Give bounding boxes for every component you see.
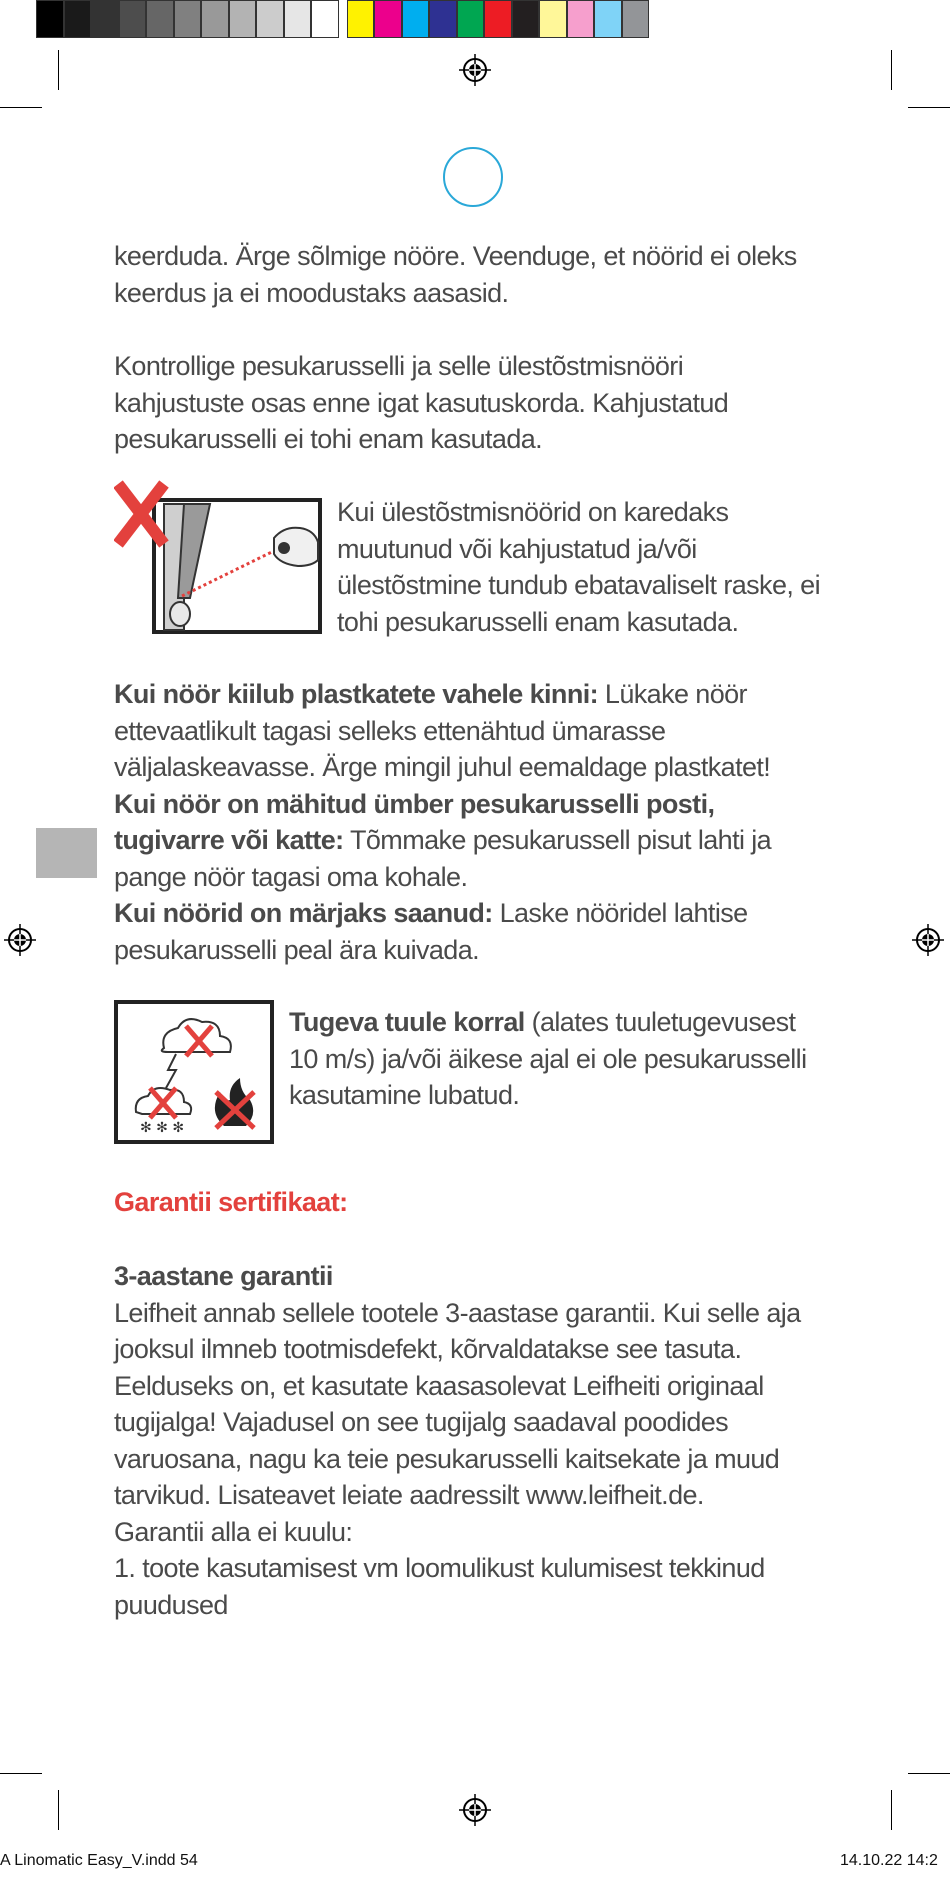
gray-swatch: [229, 0, 257, 38]
paragraph-knots: [114, 238, 854, 311]
warranty-heading-text: Garantii sertifikaat:: [114, 1187, 348, 1217]
footer-file-name: A Linomatic Easy_V.indd 54: [0, 1852, 198, 1869]
troubleshooting-section: [114, 676, 774, 968]
crop-mark-bottom-left-h: [0, 1773, 42, 1774]
gray-swatch: [64, 0, 92, 38]
paragraph-knots-text: keerduda. Ärge sõlmige nööre. Veenduge, et nöörid ei oleks keerdus ja ei moodustaks aasasid.: [114, 241, 797, 308]
weather-warning-text: [289, 1004, 819, 1114]
warranty-exclusions-title: Garantii alla ei kuulu:: [114, 1516, 353, 1547]
crop-mark-bottom-left: [58, 1790, 59, 1830]
gray-swatch: [91, 0, 119, 38]
color-swatch: [567, 0, 595, 38]
gray-swatch: [311, 0, 339, 38]
color-swatch: [484, 0, 512, 38]
warranty-section: [114, 1258, 844, 1623]
registration-mark-right-icon: [912, 924, 944, 956]
gray-swatch: [201, 0, 229, 38]
troubleshooting-item-wet: [114, 895, 774, 968]
gray-swatch: [119, 0, 147, 38]
weather-warning-title: Tugeva tuule korral: [289, 1007, 525, 1037]
crop-mark-bottom-right: [891, 1790, 892, 1830]
gray-swatch: [284, 0, 312, 38]
paragraph-inspection: [114, 348, 814, 458]
crop-mark-top-left: [58, 50, 59, 90]
troubleshooting-item-wrapped-title: Kui nöör on mähitud ümber pesukarusselli posti, tugivarre või katte:: [114, 788, 715, 855]
gray-swatch: [256, 0, 284, 38]
color-swatch: [402, 0, 430, 38]
weather-warning-body: (alates tuuletugevusest 10 m/s) ja/või äikese ajal ei ole pesukarusselli kasutamine lubatud.: [289, 1007, 807, 1110]
troubleshooting-item-wrapped-text: Tõmmake pesukarussell pisut lahti ja pange nöör tagasi oma kohale.: [114, 825, 772, 892]
page-circle-marker: [443, 147, 503, 207]
troubleshooting-item-wet-title: Kui nöörid on märjaks saanud:: [114, 898, 493, 928]
paragraph-inspection-text: Kontrollige pesukarusselli ja selle ülestõstmisnööri kahjustuste osas enne igat kasutuskorda. Kahjustatud pesukarusselli ei tohi enam kasutada.: [114, 351, 729, 454]
crop-mark-top-left-h: [0, 107, 42, 108]
color-swatch: [594, 0, 622, 38]
footer-date: 14.10.22 14:2: [840, 1852, 938, 1869]
color-swatch: [429, 0, 457, 38]
warranty-subheading: 3-aastane garantii: [114, 1261, 333, 1291]
gray-swatch: [36, 0, 64, 38]
gray-swatch: [174, 0, 202, 38]
gray-swatch: [146, 0, 174, 38]
svg-text:✻ ✻ ✻: ✻ ✻ ✻: [140, 1120, 185, 1136]
troubleshooting-item-stuck-text: Lükake nöör ettevaatlikult tagasi selleks ettenähtud ümarasse väljalaskeavasse. Ärge mingil juhul eemaldage plastkatet!: [114, 679, 771, 782]
troubleshooting-item-wet-text: Laske nööridel lahtise pesukarusselli peal ära kuivada.: [114, 898, 748, 965]
damaged-cord-warning-text: Kui ülestõstmisnöörid on karedaks muutunud või kahjustatud ja/või ülestõstmine tundub ebatavaliselt raske, ei tohi pesukarusselli enam kasutada.: [337, 497, 820, 637]
warranty-body: Leifheit annab sellele tootele 3-aastase garantii. Kui selle aja jooksul ilmneb tootmisdefekt, kõrvaldatakse see tasuta. Eelduseks on, et kasutate kaasasolevat Leifheiti originaal tugijalga! Vajadusel on see tugijalg saadaval poodides varuosana, nagu ka teie pesukarusselli kaitsekate ja muud tarvikud. Lisateavet leiate aadressilt www.leifheit.de.: [114, 1297, 801, 1510]
color-swatch: [347, 0, 375, 38]
swatch-gap: [339, 0, 347, 40]
color-swatch: [512, 0, 540, 38]
print-color-bar: [36, 0, 649, 40]
color-swatch: [622, 0, 650, 38]
damaged-cord-illustration: [114, 478, 324, 636]
registration-mark-left-icon: [4, 924, 36, 956]
damaged-cord-warning: [337, 494, 827, 640]
color-swatch: [539, 0, 567, 38]
crop-mark-top-right-h: [908, 107, 950, 108]
weather-warning-illustration: [114, 1000, 274, 1144]
warranty-exclusion-item: 1. toote kasutamisest vm loomulikust kulumisest tekkinud puudused: [114, 1553, 765, 1620]
weather-warning: [289, 1004, 819, 1114]
color-swatch: [457, 0, 485, 38]
warranty-heading: [114, 1184, 854, 1221]
section-tab-marker: [36, 828, 97, 878]
registration-mark-bottom-icon: [459, 1794, 491, 1826]
crop-mark-bottom-right-h: [908, 1773, 950, 1774]
crop-mark-top-right: [891, 50, 892, 90]
troubleshooting-item-stuck-title: Kui nöör kiilub plastkatete vahele kinni:: [114, 679, 599, 709]
color-swatch: [374, 0, 402, 38]
registration-mark-top-icon: [459, 54, 491, 86]
troubleshooting-item-wrapped: [114, 786, 774, 896]
troubleshooting-item-stuck: [114, 676, 774, 786]
